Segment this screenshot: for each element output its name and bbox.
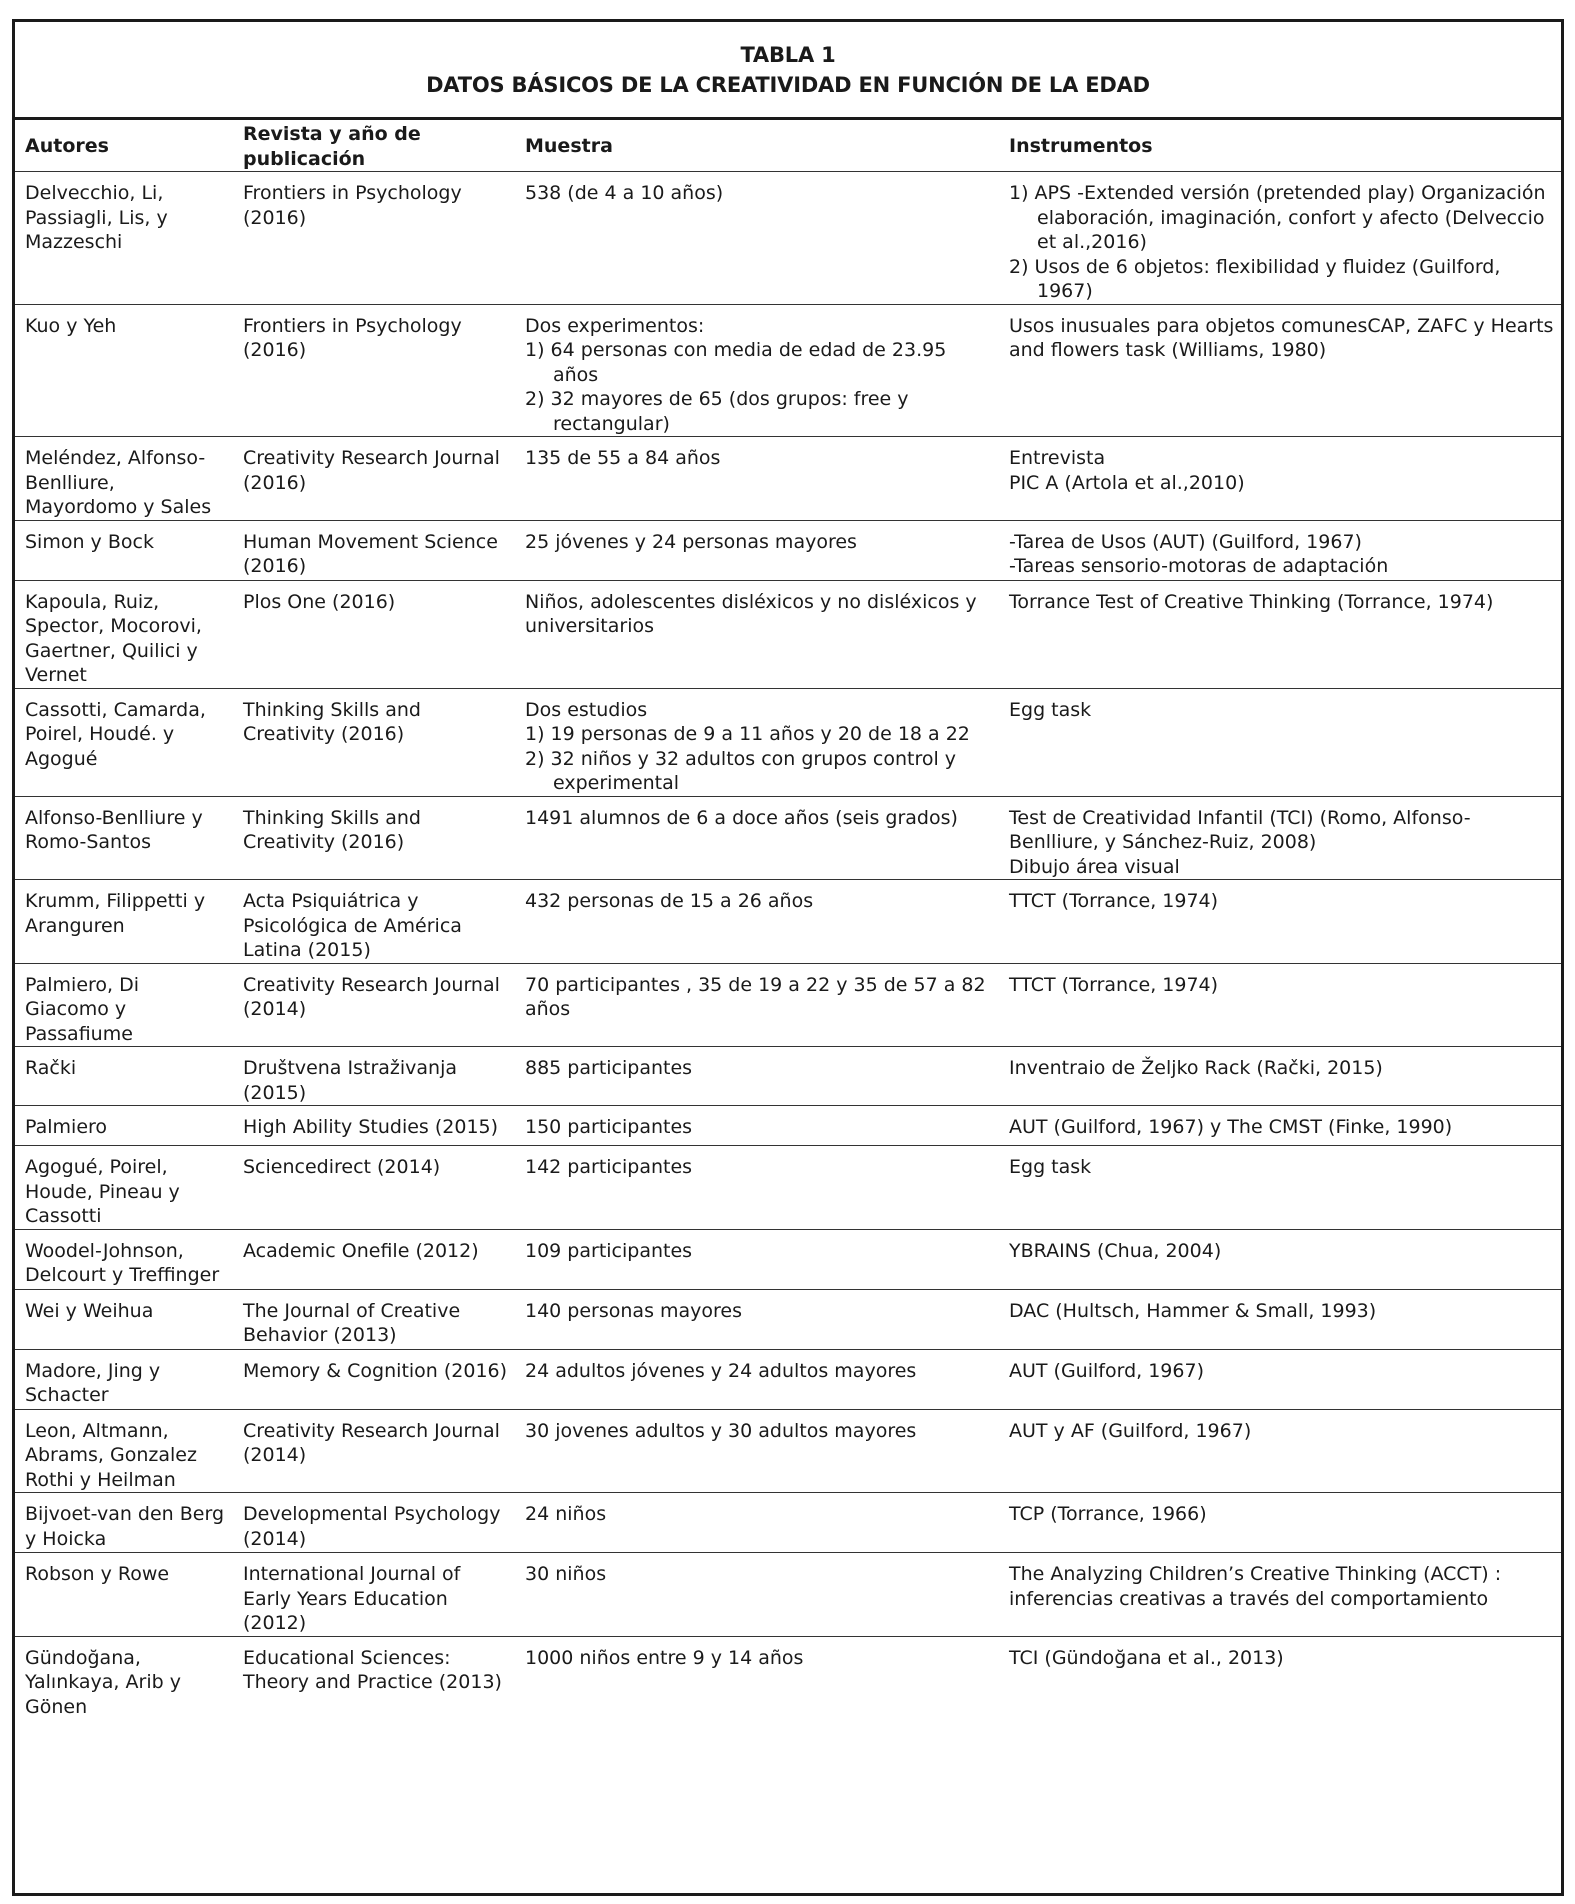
cell-muestra [515,1553,999,1637]
cell-instrumentos [999,580,1561,688]
cell-revista: Educational Sciences: Theory and Practice (2013) [243,1646,502,1693]
instrumentos-line: 1) APS -Extended versión (pretended play) Organización elaboración, imaginación, confort y afecto (Delveccio et al.,2016) [1009,182,1546,253]
cell-muestra [515,880,999,964]
table-row [15,437,1561,521]
cell-instrumentos [999,880,1561,964]
cell-revista: Creativity Research Journal (2016) [243,447,500,494]
header-muestra: Muestra [525,135,613,158]
table-row [15,796,1561,880]
cell-autores: Palmiero, Di Giacomo y Passafiume [25,973,140,1045]
cell-muestra [515,580,999,688]
cell-muestra [515,437,999,521]
cell-muestra [515,1106,999,1146]
table-row [15,1349,1561,1409]
cell-instrumentos [999,520,1561,580]
cell-autores: Alfonso-Benlliure y Romo-Santos [25,806,203,853]
instrumentos-line: AUT y AF (Guilford, 1967) [1009,1419,1252,1442]
cell-autores: Kuo y Yeh [25,314,117,337]
cell-muestra [515,1409,999,1493]
header-autores: Autores [25,135,109,158]
cell-instrumentos [999,688,1561,796]
instrumentos-line: Test de Creatividad Infantil (TCI) (Romo, Alfonso-Benlliure, y Sánchez-Ruiz, 2008) [1009,806,1471,853]
cell-instrumentos [999,1636,1561,1719]
table-row [15,580,1561,688]
cell-instrumentos [999,796,1561,880]
cell-revista: Academic Onefile (2012) [243,1239,479,1262]
instrumentos-line: Egg task [1009,1156,1092,1178]
instrumentos-line: The Analyzing Children’s Creative Thinking (ACCT) : inferencias creativas a través del comportamiento [1009,1563,1502,1610]
muestra-line: 1000 niños entre 9 y 14 años [525,1646,804,1669]
cell-instrumentos [999,1146,1561,1230]
table-row [15,1289,1561,1349]
cell-revista: Društvena Istraživanja (2015) [243,1057,458,1104]
cell-revista: Creativity Research Journal (2014) [243,973,500,1020]
muestra-line: 1491 alumnos de 6 a doce años (seis grados) [525,806,958,829]
instrumentos-line: Egg task [1009,698,1092,721]
muestra-line: 24 niños [525,1503,607,1525]
cell-autores: Cassotti, Camarda, Poirel, Houdé. y Agogué [25,698,206,770]
table-caption [15,22,1561,120]
muestra-line: 30 niños [525,1563,607,1585]
muestra-line: 142 participantes [525,1156,693,1178]
cell-muestra [515,520,999,580]
instrumentos-line: YBRAINS (Chua, 2004) [1009,1239,1222,1262]
cell-autores: Meléndez, Alfonso-Benlliure, Mayordomo y Sales [25,447,212,518]
muestra-line: 70 participantes , 35 de 19 a 22 y 35 de 57 a 82 años [525,973,986,1020]
cell-instrumentos [999,172,1561,305]
cell-autores: Kapoula, Ruiz, Spector, Mocorovi, Gaertner, Quilici y Vernet [25,590,202,686]
muestra-line: 30 jovenes adultos y 30 adultos mayores [525,1419,917,1442]
cell-revista: Frontiers in Psychology (2016) [243,314,462,361]
instrumentos-line: TCI (Gündoğana et al., 2013) [1009,1646,1284,1669]
muestra-line: 538 (de 4 a 10 años) [525,182,724,204]
cell-autores: Agogué, Poirel, Houde, Pineau y Cassotti [25,1156,180,1227]
instrumentos-line: TCP (Torrance, 1966) [1009,1503,1207,1525]
cell-revista: Thinking Skills and Creativity (2016) [243,806,421,853]
table-row [15,1229,1561,1289]
muestra-line: Dos estudios [525,698,648,721]
cell-muestra [515,1493,999,1553]
instrumentos-line: AUT (Guilford, 1967) [1009,1359,1204,1382]
header-instrumentos: Instrumentos [1009,135,1153,158]
cell-instrumentos [999,1349,1561,1409]
muestra-line: 432 personas de 15 a 26 años [525,890,814,912]
instrumentos-line: AUT (Guilford, 1967) y The CMST (Finke, 1990) [1009,1116,1453,1138]
instrumentos-line: Entrevista [1009,447,1106,469]
cell-revista: International Journal of Early Years Education (2012) [243,1563,461,1634]
muestra-line: Dos experimentos: [525,314,705,337]
cell-instrumentos [999,1553,1561,1637]
cell-autores: Simon y Bock [25,530,154,553]
cell-revista: Human Movement Science (2016) [243,530,498,577]
table-row [15,1047,1561,1106]
table-subtitle: DATOS BÁSICOS DE LA CREATIVIDAD EN FUNCIÓN DE LA EDAD [426,72,1150,97]
cell-muestra [515,1146,999,1230]
table-title: TABLA 1 [740,42,836,67]
instrumentos-line: PIC A (Artola et al.,2010) [1009,471,1245,494]
table-row [15,1146,1561,1230]
table-row [15,688,1561,796]
instrumentos-line: Usos inusuales para objetos comunesCAP, ZAFC y Hearts and flowers task (Williams, 1980) [1009,314,1554,361]
cell-muestra [515,1349,999,1409]
cell-muestra [515,796,999,880]
cell-muestra [515,688,999,796]
cell-revista: Frontiers in Psychology (2016) [243,182,462,229]
cell-revista: Developmental Psychology (2014) [243,1503,501,1550]
data-table [15,120,1561,1719]
table-container [12,19,1564,1896]
cell-instrumentos [999,1047,1561,1106]
instrumentos-line: DAC (Hultsch, Hammer & Small, 1993) [1009,1299,1377,1322]
header-revista: Revista y año de publicación [243,123,421,170]
cell-instrumentos [999,304,1561,437]
table-row [15,1553,1561,1637]
cell-autores: Wei y Weihua [25,1299,154,1322]
table-row [15,304,1561,437]
muestra-line: 2) 32 niños y 32 adultos con grupos control y experimental [525,747,957,794]
table-row [15,172,1561,305]
cell-revista: Acta Psiquiátrica y Psicológica de América Latina (2015) [243,890,462,961]
instrumentos-line: Torrance Test of Creative Thinking (Torrance, 1974) [1009,590,1494,613]
table-row [15,1636,1561,1719]
instrumentos-line: TTCT (Torrance, 1974) [1009,973,1219,996]
cell-revista: Creativity Research Journal (2014) [243,1419,500,1466]
muestra-line: 1) 64 personas con media de edad de 23.95 años [525,339,947,386]
table-row [15,1409,1561,1493]
cell-revista: High Ability Studies (2015) [243,1116,499,1138]
cell-autores: Bijvoet-van den Berg y Hoicka [25,1503,225,1550]
instrumentos-line: 2) Usos de 6 objetos: flexibilidad y fluidez (Guilford, 1967) [1009,255,1501,302]
cell-autores: Palmiero [25,1116,108,1138]
cell-muestra [515,1289,999,1349]
muestra-line: 25 jóvenes y 24 personas mayores [525,530,857,553]
muestra-line: 140 personas mayores [525,1299,743,1322]
cell-instrumentos [999,437,1561,521]
cell-autores: Delvecchio, Li, Passiagli, Lis, y Mazzeschi [25,182,168,253]
muestra-line: 1) 19 personas de 9 a 11 años y 20 de 18 a 22 [525,723,970,745]
cell-instrumentos [999,1106,1561,1146]
cell-autores: Rački [25,1057,77,1079]
muestra-line: 109 participantes [525,1239,693,1262]
cell-autores: Woodel-Johnson, Delcourt y Treffinger [25,1239,220,1286]
table-row [15,520,1561,580]
cell-muestra [515,304,999,437]
table-row [15,1106,1561,1146]
cell-autores: Leon, Altmann, Abrams, Gonzalez Rothi y Heilman [25,1419,197,1491]
cell-instrumentos [999,963,1561,1047]
cell-instrumentos [999,1409,1561,1493]
cell-revista: Memory & Cognition (2016) [243,1359,508,1382]
cell-revista: Sciencedirect (2014) [243,1156,441,1178]
cell-revista: Plos One (2016) [243,590,396,613]
muestra-line: 135 de 55 a 84 años [525,447,721,469]
cell-instrumentos [999,1289,1561,1349]
cell-revista: The Journal of Creative Behavior (2013) [243,1299,461,1346]
muestra-line: 24 adultos jóvenes y 24 adultos mayores [525,1359,917,1382]
instrumentos-line: -Tarea de Usos (AUT) (Guilford, 1967) [1009,530,1362,553]
cell-revista: Thinking Skills and Creativity (2016) [243,698,421,745]
cell-autores: Krumm, Filippetti y Aranguren [25,890,206,937]
header-row [15,120,1561,172]
cell-instrumentos [999,1229,1561,1289]
table-row [15,963,1561,1047]
cell-autores: Robson y Rowe [25,1563,170,1585]
muestra-line: 885 participantes [525,1057,693,1079]
cell-autores: Madore, Jing y Schacter [25,1359,161,1406]
muestra-line: Niños, adolescentes disléxicos y no disléxicos y universitarios [525,590,977,637]
cell-muestra [515,1229,999,1289]
instrumentos-line: -Tareas sensorio-motoras de adaptación [1009,555,1389,577]
instrumentos-line: TTCT (Torrance, 1974) [1009,890,1219,912]
instrumentos-line: Dibujo área visual [1009,855,1180,878]
cell-muestra [515,172,999,305]
muestra-line: 150 participantes [525,1116,693,1138]
instrumentos-line: Inventraio de Željko Rack (Rački, 2015) [1009,1057,1383,1079]
cell-muestra [515,963,999,1047]
cell-muestra [515,1047,999,1106]
table-row [15,880,1561,964]
cell-instrumentos [999,1493,1561,1553]
cell-autores: Gündoğana, Yalınkaya, Arib y Gönen [25,1646,181,1718]
muestra-line: 2) 32 mayores de 65 (dos grupos: free y rectangular) [525,388,909,435]
cell-muestra [515,1636,999,1719]
table-row [15,1493,1561,1553]
